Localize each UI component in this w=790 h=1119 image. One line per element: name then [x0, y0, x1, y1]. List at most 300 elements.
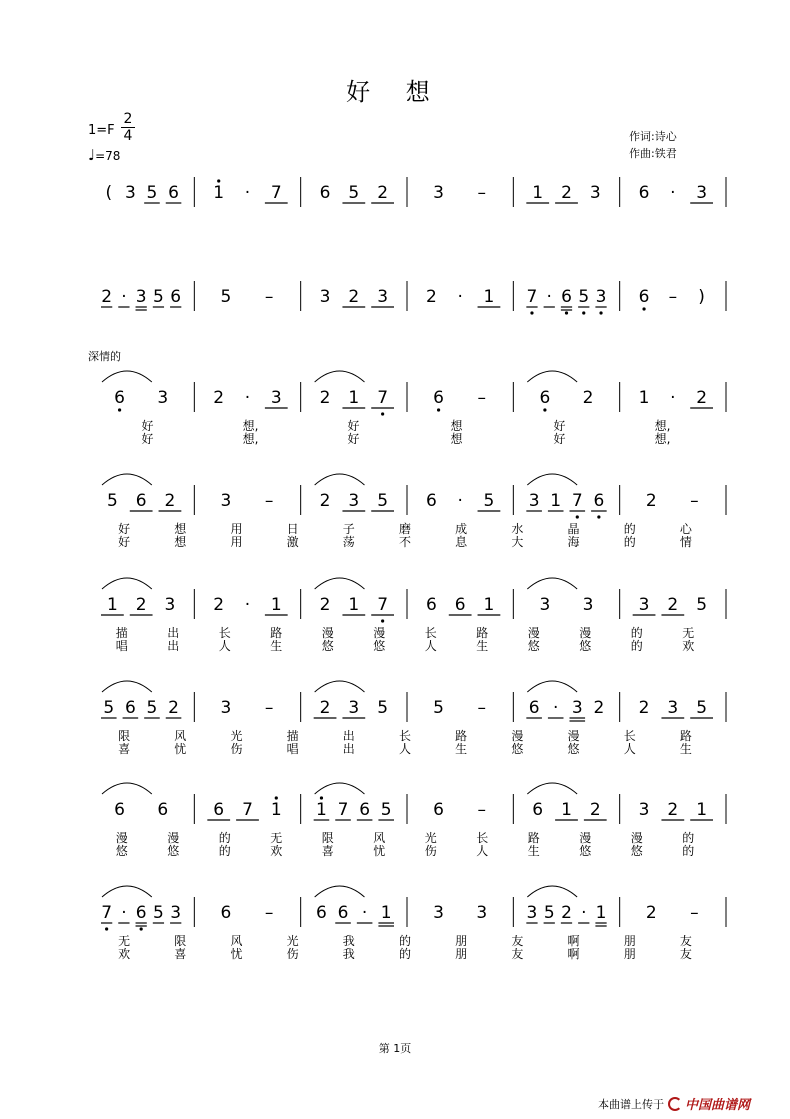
- lyric-syllable: 想: [174, 522, 187, 536]
- note: 3: [377, 287, 389, 307]
- note: 3: [582, 595, 594, 615]
- note: 1: [595, 903, 607, 923]
- time-signature-bottom: 4: [123, 128, 133, 144]
- note: 2: [645, 903, 657, 923]
- note: 6: [114, 800, 125, 820]
- slur-arc: [527, 474, 577, 485]
- lyric-syllable: 想,: [242, 419, 259, 433]
- lyric-syllable: 生: [270, 639, 283, 653]
- note: ·: [244, 595, 251, 615]
- lyric-syllable: 朋: [455, 947, 468, 961]
- lyric-syllable: 人: [218, 639, 231, 653]
- lyric-syllable: 风: [373, 831, 386, 845]
- lyric-syllable: 友: [511, 947, 524, 961]
- note: 3: [595, 287, 607, 307]
- note: 2: [638, 698, 650, 718]
- note: 3: [220, 698, 232, 718]
- note: 2: [667, 595, 679, 615]
- note: 2: [348, 287, 360, 307]
- lyric-syllable: 长: [398, 729, 412, 743]
- note: ·: [546, 287, 552, 307]
- note: (: [105, 183, 113, 203]
- slur-arc: [315, 578, 365, 589]
- slur-arc: [102, 886, 152, 897]
- note: ·: [581, 903, 587, 923]
- system-8: [101, 886, 726, 931]
- lyric-syllable: 悠: [373, 639, 386, 653]
- lyric-syllable: 啊: [567, 947, 580, 961]
- note: 6: [114, 388, 125, 408]
- note: 7: [526, 287, 538, 307]
- low-octave-dot: [437, 408, 440, 411]
- slur-arc: [527, 578, 577, 589]
- lyrics-line-3: [141, 418, 670, 446]
- note: 2: [135, 595, 147, 615]
- site-logo-text: 中国曲谱网: [685, 1098, 751, 1113]
- note: 1: [270, 800, 282, 820]
- note: 3: [164, 595, 176, 615]
- lyric-syllable: 日: [286, 522, 299, 536]
- lyric-syllable: 荡: [342, 535, 355, 549]
- note: –: [477, 698, 486, 718]
- note: 5: [220, 287, 232, 307]
- high-octave-dot: [275, 796, 278, 799]
- low-octave-dot: [543, 408, 546, 411]
- note: 5: [433, 698, 444, 718]
- note: –: [477, 183, 486, 203]
- note: ·: [457, 491, 463, 511]
- note: 6: [425, 491, 437, 511]
- note: 3: [667, 698, 679, 718]
- high-octave-dot: [320, 796, 323, 799]
- lyric-syllable: 长: [476, 831, 489, 845]
- note: ·: [457, 287, 463, 307]
- note: –: [668, 287, 678, 307]
- note: 3: [571, 698, 583, 718]
- note: 3: [696, 183, 708, 203]
- lyric-syllable: 悠: [167, 844, 180, 858]
- note: 3: [319, 287, 331, 307]
- slur-arc: [527, 783, 577, 794]
- note: ): [698, 287, 705, 307]
- note: 1: [348, 595, 360, 615]
- low-octave-dot: [599, 311, 602, 314]
- note: 7: [242, 800, 253, 820]
- lyric-syllable: 悠: [511, 742, 524, 756]
- low-octave-dot: [140, 927, 143, 930]
- lyric-syllable: 人: [398, 742, 412, 756]
- note: 2: [667, 800, 679, 820]
- lyric-syllable: 限: [321, 831, 334, 845]
- note: 3: [638, 595, 650, 615]
- note: –: [264, 491, 274, 511]
- system-5: [101, 578, 726, 623]
- lyric-syllable: 海: [567, 535, 580, 549]
- note: 3: [124, 183, 136, 203]
- note: 1: [380, 903, 392, 923]
- low-octave-dot: [105, 927, 108, 930]
- note: 6: [433, 800, 444, 820]
- lyric-syllable: 的: [630, 639, 643, 653]
- lyric-syllable: 好: [141, 419, 154, 433]
- lyric-syllable: 想: [174, 535, 187, 549]
- lyric-syllable: 喜: [174, 947, 187, 961]
- note: 3: [135, 287, 147, 307]
- note: ·: [121, 903, 127, 923]
- lyric-syllable: 漫: [115, 831, 128, 845]
- lyric-syllable: 好: [553, 432, 566, 446]
- lyricist-credit: 作词:诗心: [629, 130, 677, 143]
- note: 6: [638, 287, 650, 307]
- lyric-syllable: 用: [230, 522, 243, 536]
- lyric-syllable: 欢: [682, 639, 695, 653]
- note: 5: [483, 491, 495, 511]
- note: –: [477, 388, 486, 408]
- lyric-syllable: 想,: [654, 419, 671, 433]
- note: 5: [696, 698, 708, 718]
- lyric-syllable: 好: [347, 419, 360, 433]
- lyric-syllable: 漫: [321, 626, 334, 640]
- note: 6: [337, 903, 349, 923]
- note: 3: [526, 903, 538, 923]
- lyric-syllable: 心: [679, 522, 692, 536]
- note: 5: [153, 903, 164, 923]
- lyric-syllable: 生: [679, 742, 692, 756]
- note: –: [264, 698, 274, 718]
- note: 6: [433, 388, 444, 408]
- lyric-syllable: 路: [455, 729, 468, 743]
- low-octave-dot: [597, 515, 600, 518]
- lyric-syllable: 的: [218, 844, 231, 858]
- lyric-syllable: 悠: [630, 844, 643, 858]
- lyric-syllable: 朋: [623, 947, 636, 961]
- lyric-syllable: 用: [230, 535, 243, 549]
- slur-arc: [315, 681, 365, 692]
- note: 1: [270, 595, 282, 615]
- lyric-syllable: 的: [398, 934, 412, 948]
- note: 2: [425, 287, 437, 307]
- low-octave-dot: [642, 307, 645, 310]
- lyric-syllable: 成: [455, 522, 468, 536]
- lyric-syllable: 出: [167, 639, 180, 653]
- note: –: [264, 903, 274, 923]
- lyric-syllable: 好: [553, 419, 566, 433]
- lyric-syllable: 无: [270, 831, 283, 845]
- note: 3: [589, 183, 601, 203]
- lyric-syllable: 磨: [398, 522, 412, 536]
- note: 5: [380, 800, 392, 820]
- note: 1: [483, 287, 495, 307]
- lyric-syllable: 限: [118, 729, 131, 743]
- note: 1: [532, 183, 544, 203]
- note: 5: [348, 183, 360, 203]
- note: –: [264, 287, 274, 307]
- note: 1: [696, 800, 708, 820]
- note: 2: [213, 595, 225, 615]
- note: 1: [316, 800, 327, 820]
- lyric-syllable: 悠: [579, 639, 592, 653]
- tempo-value: =78: [95, 149, 121, 163]
- lyric-syllable: 喜: [321, 844, 334, 858]
- lyric-syllable: 好: [118, 522, 131, 536]
- note: 7: [337, 800, 349, 820]
- note: 2: [582, 388, 594, 408]
- note: 6: [135, 491, 147, 511]
- slur-arc: [102, 681, 152, 692]
- slur-arc: [102, 578, 152, 589]
- lyric-syllable: 好: [347, 432, 360, 446]
- quarter-note-icon: ♩: [88, 146, 96, 164]
- note: 2: [319, 491, 331, 511]
- lyric-syllable: 我: [342, 934, 355, 948]
- lyric-syllable: 好: [118, 535, 131, 549]
- lyric-syllable: 路: [270, 626, 283, 640]
- note: 3: [539, 595, 551, 615]
- lyric-syllable: 漫: [527, 626, 540, 640]
- note: 1: [106, 595, 118, 615]
- lyric-syllable: 风: [230, 934, 243, 948]
- note: –: [690, 903, 699, 923]
- lyric-syllable: 漫: [567, 729, 580, 743]
- lyric-syllable: 的: [218, 831, 231, 845]
- note: ·: [121, 287, 127, 307]
- note: 2: [561, 183, 572, 203]
- lyric-syllable: 朋: [455, 934, 468, 948]
- note: 7: [270, 183, 282, 203]
- lyric-syllable: 悠: [321, 639, 334, 653]
- lyric-syllable: 情: [679, 535, 692, 549]
- note: 6: [220, 903, 232, 923]
- lyric-syllable: 漫: [579, 831, 592, 845]
- lyric-syllable: 友: [511, 934, 524, 948]
- system-1: [105, 177, 726, 207]
- note: 7: [377, 595, 389, 615]
- lyric-syllable: 想: [450, 419, 463, 433]
- song-title: 好 想: [346, 78, 444, 106]
- lyric-syllable: 漫: [630, 831, 643, 845]
- low-octave-dot: [530, 311, 533, 314]
- lyric-syllable: 伤: [286, 947, 299, 961]
- lyric-syllable: 忧: [230, 947, 243, 961]
- note: ·: [670, 388, 676, 408]
- lyric-syllable: 生: [476, 639, 489, 653]
- lyrics-line-8: [118, 933, 692, 961]
- lyric-syllable: 人: [623, 742, 636, 756]
- lyric-syllable: 想,: [654, 432, 671, 446]
- lyric-syllable: 想: [450, 432, 463, 446]
- lyric-syllable: 路: [679, 729, 692, 743]
- note: 3: [476, 903, 488, 923]
- note: 6: [532, 800, 544, 820]
- lyric-syllable: 息: [455, 535, 468, 549]
- note: 7: [571, 491, 583, 511]
- lyric-syllable: 悠: [527, 639, 540, 653]
- lyric-syllable: 的: [682, 844, 695, 858]
- system-6: [101, 681, 726, 722]
- note: 5: [377, 491, 389, 511]
- note: ·: [244, 388, 251, 408]
- lyric-syllable: 水: [511, 522, 524, 536]
- low-octave-dot: [381, 412, 384, 415]
- lyric-syllable: 激: [286, 535, 299, 549]
- note: 6: [319, 183, 331, 203]
- slur-arc: [102, 371, 152, 382]
- note: 2: [561, 903, 572, 923]
- high-octave-dot: [217, 179, 220, 182]
- slur-arc: [527, 371, 577, 382]
- note: 3: [638, 800, 650, 820]
- lyrics-line-6: [118, 728, 692, 756]
- lyric-syllable: 的: [682, 831, 695, 845]
- lyric-syllable: 出: [342, 729, 355, 743]
- note: 5: [377, 698, 389, 718]
- note: 6: [135, 903, 147, 923]
- note: 1: [213, 183, 225, 203]
- lyric-syllable: 出: [342, 742, 355, 756]
- note: 6: [425, 595, 437, 615]
- lyric-syllable: 的: [630, 626, 643, 640]
- note: –: [690, 491, 699, 511]
- note: 2: [645, 491, 657, 511]
- key-signature: 1=F: [88, 123, 115, 138]
- note: 2: [319, 698, 331, 718]
- note: 5: [146, 698, 158, 718]
- lyric-syllable: 人: [476, 844, 489, 858]
- lyric-syllable: 光: [286, 934, 299, 948]
- site-logo-icon: [668, 1097, 682, 1111]
- note: 5: [146, 183, 158, 203]
- lyric-syllable: 唱: [115, 639, 128, 653]
- note: 3: [157, 388, 169, 408]
- note: 6: [593, 491, 605, 511]
- note: 2: [164, 491, 176, 511]
- note: 7: [377, 388, 389, 408]
- note: 6: [124, 698, 136, 718]
- slur-arc: [102, 474, 152, 485]
- low-octave-dot: [118, 408, 121, 411]
- lyrics-line-7: [116, 830, 695, 858]
- lyric-syllable: 漫: [511, 729, 524, 743]
- upload-footer: [598, 1094, 750, 1113]
- note: 5: [543, 903, 555, 923]
- note: 2: [593, 698, 605, 718]
- lyrics-line-5: [116, 625, 695, 653]
- note: 2: [101, 287, 113, 307]
- note: 1: [483, 595, 495, 615]
- note: 1: [638, 388, 650, 408]
- note: 6: [168, 183, 179, 203]
- note: 2: [213, 388, 225, 408]
- note: 3: [270, 388, 282, 408]
- note: 3: [220, 491, 232, 511]
- low-octave-dot: [582, 311, 585, 314]
- lyric-syllable: 描: [115, 626, 128, 640]
- low-octave-dot: [381, 619, 384, 622]
- lyric-syllable: 大: [511, 535, 524, 549]
- lyric-syllable: 生: [527, 844, 540, 858]
- note: 6: [561, 287, 572, 307]
- system-2: [101, 281, 726, 315]
- lyric-syllable: 长: [623, 729, 636, 743]
- note: 2: [168, 698, 179, 718]
- lyric-syllable: 的: [398, 947, 412, 961]
- note: 2: [319, 388, 331, 408]
- system-7: [102, 783, 726, 824]
- lyric-syllable: 友: [679, 947, 692, 961]
- note: 6: [528, 698, 540, 718]
- note: 1: [561, 800, 572, 820]
- note: 6: [638, 183, 650, 203]
- lyric-syllable: 喜: [118, 742, 131, 756]
- note: 6: [157, 800, 169, 820]
- note: 2: [696, 388, 708, 408]
- lyric-syllable: 子: [342, 522, 355, 536]
- lyric-syllable: 人: [424, 639, 437, 653]
- time-signature-top: 2: [123, 111, 133, 127]
- lyric-syllable: 朋: [623, 934, 636, 948]
- site-logo: [668, 1094, 750, 1113]
- lyric-syllable: 无: [682, 626, 695, 640]
- lyric-syllable: 描: [286, 729, 299, 743]
- note: 5: [696, 595, 708, 615]
- page-number: 第 1页: [378, 1042, 412, 1055]
- note: 5: [106, 491, 118, 511]
- note: ·: [244, 183, 251, 203]
- note: 5: [578, 287, 590, 307]
- slur-arc: [527, 681, 577, 692]
- note: 3: [528, 491, 540, 511]
- note: 2: [319, 595, 331, 615]
- lyric-syllable: 出: [167, 626, 180, 640]
- note: ·: [553, 698, 559, 718]
- lyric-syllable: 悠: [579, 844, 592, 858]
- lyrics-line-4: [118, 521, 693, 549]
- slur-arc: [315, 783, 365, 794]
- upload-note: 本曲谱上传于: [598, 1097, 664, 1111]
- low-octave-dot: [576, 515, 579, 518]
- slur-arc: [315, 371, 365, 382]
- note: ·: [361, 903, 368, 923]
- lyric-syllable: 生: [455, 742, 468, 756]
- composer-credit: 作曲:铁君: [629, 147, 677, 160]
- note: 6: [359, 800, 371, 820]
- note: 3: [433, 183, 444, 203]
- note: 3: [348, 491, 360, 511]
- note: 6: [454, 595, 466, 615]
- lyric-syllable: 好: [141, 432, 154, 446]
- lyric-syllable: 路: [527, 831, 540, 845]
- note: 3: [433, 903, 444, 923]
- lyric-syllable: 悠: [567, 742, 580, 756]
- lyric-syllable: 伤: [424, 844, 437, 858]
- note: 5: [103, 698, 115, 718]
- lyric-syllable: 我: [342, 947, 355, 961]
- note: 3: [348, 698, 360, 718]
- lyric-syllable: 漫: [373, 626, 386, 640]
- note: 3: [170, 903, 182, 923]
- lyric-syllable: 的: [623, 522, 636, 536]
- note: 6: [316, 903, 327, 923]
- lyric-syllable: 光: [424, 831, 437, 845]
- note: 1: [550, 491, 562, 511]
- lyric-syllable: 悠: [115, 844, 128, 858]
- lyric-syllable: 漫: [167, 831, 180, 845]
- note: 6: [539, 388, 551, 408]
- note: 2: [377, 183, 389, 203]
- slur-arc: [315, 886, 365, 897]
- note: 5: [153, 287, 164, 307]
- lyric-syllable: 长: [218, 626, 231, 640]
